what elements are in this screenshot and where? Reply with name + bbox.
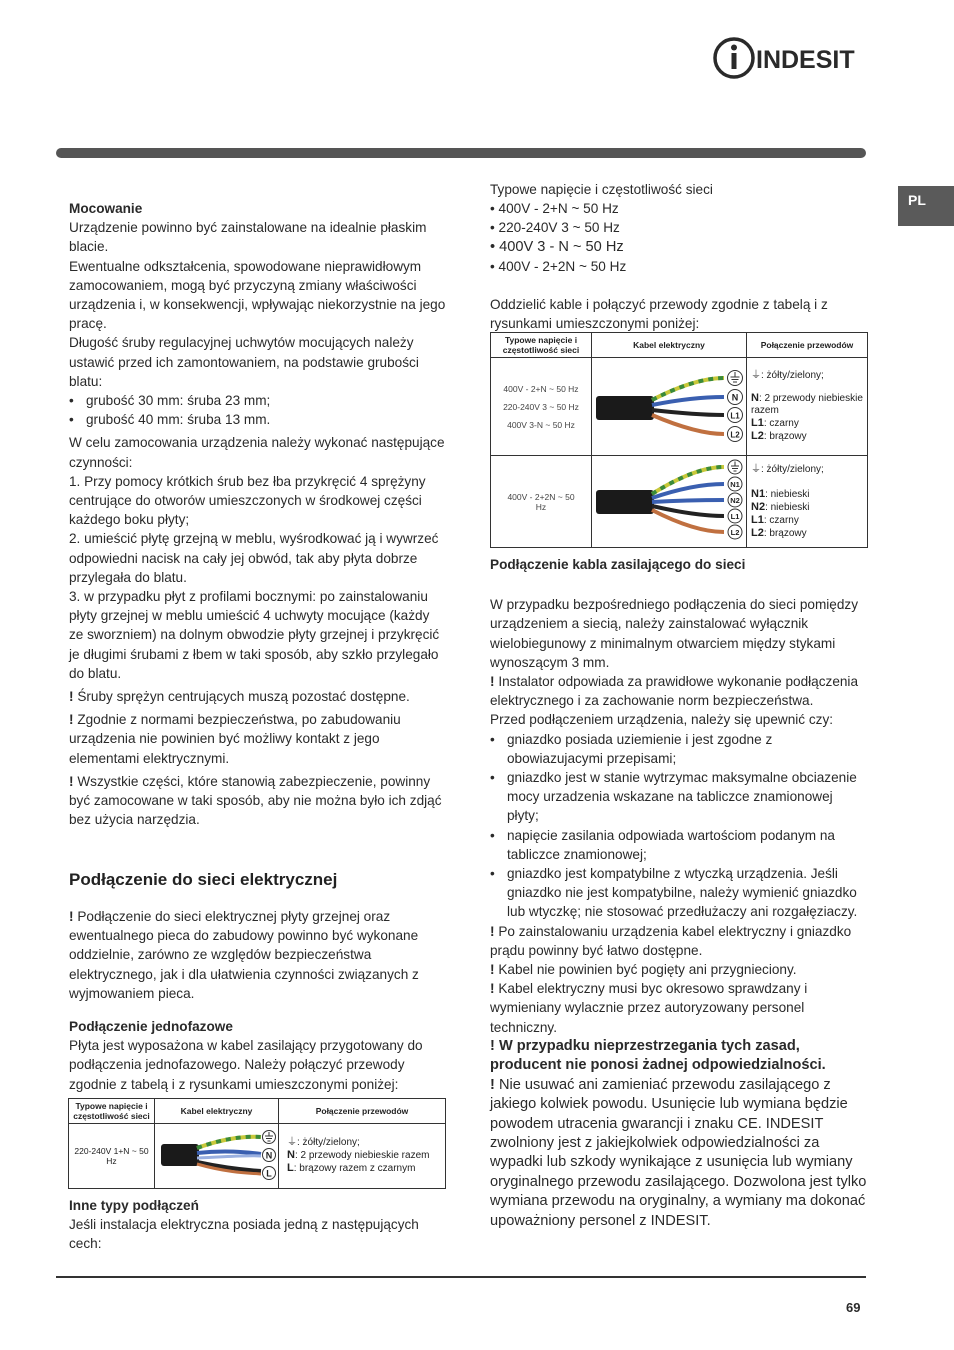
direct-connection-p: W przypadku bezpośredniego podłączenia do sieci pomiędzy urządzeniem a siecią, należy zainstalować wyłącznik wielobiegunowy z minimalnym otwarciem między stykami wynoszącym 3 mm. <box>490 597 859 670</box>
svg-text:L: L <box>266 1168 272 1179</box>
steps-intro: W celu zamocowania urządzenia należy wykonać następujące czynności: <box>69 435 445 470</box>
single-phase-wiring-table <box>68 1098 446 1189</box>
warning-7: ! Kabel nie powinien być pogięty ani przygnieciony. <box>490 962 797 978</box>
voltage-value: 400V 3-N ~ 50 Hz <box>507 419 575 430</box>
svg-text:L2: L2 <box>730 430 740 440</box>
connection-cell <box>279 1124 446 1189</box>
before-p: Przed podłączeniem urządzenia, należy się upewnić czy: <box>490 712 834 728</box>
svg-text:N: N <box>265 1150 273 1161</box>
cable-diagram-four-wire <box>592 456 747 545</box>
inne-section <box>69 1196 447 1254</box>
jednofazowe-title: Podłączenie jednofazowe <box>69 1019 233 1035</box>
n-line: N: 2 przewody niebieskie razem <box>751 392 863 416</box>
voltage-cell <box>491 358 592 456</box>
step-3: 3. w przypadku płyt z profilami bocznymi: po zainstalowaniu płyty grzejnej w meblu umieścić 4 uchwyty mocujące (każdy ze sworzniem) na dolnym obwodzie płyty grzejnej i przykręcić je długimi śrubami z łbem w taki sposób, aby szkło przylegało do blatu. <box>69 589 440 681</box>
list-item: • gniazdko jest kompatybilne z wtyczką urządzenia. Jeśli gniazdko nie jest kompatybilne, należy wymienić gniazdko lub wtyczkę; nie stosować przedłużaczy ani rozgałęziaczy. <box>490 864 868 922</box>
warning-4: ! Podłączenie do sieci elektrycznej płyty grzejnej oraz ewentualnego pieca do zabudowy powinno być wykonane oddzielnie, zarówno ze względów bezpieczeństwa elektrycznego, jak i dla ułatwienia czynności związanych z wyjmowaniem pieca. <box>69 909 419 1001</box>
table-header: Kabel elektryczny <box>592 333 747 358</box>
svg-text:L1: L1 <box>730 512 740 521</box>
mocowanie-title: Mocowanie <box>69 201 143 216</box>
earth-line: ⏚: żółty/zielony; <box>287 1137 360 1148</box>
voltage-cell <box>69 1124 155 1189</box>
left-column <box>69 199 447 830</box>
n1-line: N1: niebieski <box>751 487 810 500</box>
cable-cell <box>155 1124 279 1189</box>
section-title: Podłączenie do sieci elektrycznej <box>69 870 338 889</box>
earth-line: ⏚: żółty/zielony; <box>751 370 824 381</box>
list-item: • 400V 3 - N ~ 50 Hz <box>490 238 624 255</box>
step-2: 2. umieścić płytę grzejną w meblu, wyśrodkować ją i wywrzeć odpowiedni nacisk na cały jej obwód, tak aby płyta dobrze przylegała do blatu. <box>69 531 439 585</box>
page-number: 69 <box>846 1300 861 1315</box>
header-bar <box>56 148 866 158</box>
language-tab: PL <box>898 186 954 226</box>
inne-title: Inne typy podłączeń <box>69 1198 199 1213</box>
table-header: Kabel elektryczny <box>155 1099 279 1124</box>
mocowanie-p2: Ewentualne odkształcenia, spowodowane nieprawidłowym zamocowaniem, mogą być przyczyną zmiany właściwości urządzenia i, w konsekwencji, wpływając niekorzystnie na jego pracę. <box>69 258 446 332</box>
table-caption: Podłączenie kabla zasilającego do sieci <box>490 557 746 572</box>
jednofazowe-p: Płyta jest wyposażona w kabel zasilający przygotowany do podłączenia jednofazowego. Należy połączyć przewody zgodnie z tabelą i z rysunkami umieszczonymi poniżej: <box>69 1038 423 1092</box>
voltages-title: Typowe napięcie i częstotliwość sieci <box>490 182 713 197</box>
separate-p: Oddzielić kable i połączyć przewody zgodnie z tabelą i z rysunkami umieszczonymi poniżej: <box>490 297 828 332</box>
thickness-list <box>69 391 447 429</box>
list-item: • gniazdko posiada uziemienie i jest zgodne z obowiazujacymi przepisami; <box>490 730 868 768</box>
warning-10: ! Nie usuwać ani zamieniać przewodu zasilającego z jakiego kolwiek powodu. Usunięcie lub wymiana będzie powodem utracenia gwarancji i znaku CE. INDESIT zwolniony jest z jakiejkolwiek odpowiedzialności za wypadki lub szkody wynikające z usunięcia lub wymiany oryginalnego przewodu zasilającego. Dozwolona jest tylko wymiana przewodu na oryginalny, a wymiany ma dokonać upoważniony personel z INDESIT. <box>490 1076 867 1229</box>
step-1: 1. Przy pomocy krótkich śrub bez łba przykręcić 4 sprężyny centrujące do otworów umieszczonych w środkowej części każdego boku płyty; <box>69 473 426 528</box>
warning-1: ! Śruby sprężyn centrujących muszą pozostać dostępne. <box>69 689 410 705</box>
earth-icon: ⏚ <box>751 463 761 475</box>
l1-line: L1: czarny <box>751 417 799 429</box>
multi-phase-wiring-table <box>490 332 868 548</box>
brand-name: INDESIT <box>756 46 855 74</box>
right-column-top <box>490 180 868 334</box>
warning-8: ! Kabel elektryczny musi byc okresowo sprawdzany i wymieniany wylacznie przez autoryzowany personel techniczny. <box>490 981 808 1035</box>
n-line: N: 2 przewody niebieskie razem <box>287 1149 430 1161</box>
svg-text:N: N <box>731 392 739 403</box>
checks-list <box>490 730 868 922</box>
connection-cell <box>747 456 868 548</box>
list-item: • 220-240V 3 ~ 50 Hz <box>490 220 620 236</box>
footer-line <box>56 1276 866 1278</box>
list-item: • napięcie zasilania odpowiada wartościom podanym na tabliczce znamionowej; <box>490 826 868 864</box>
voltage-cell <box>491 456 592 548</box>
earth-icon: ⏚ <box>751 370 761 381</box>
voltage-value: 400V - 2+N ~ 50 Hz <box>503 383 579 394</box>
voltage-value: 220-240V 3 ~ 50 Hz <box>503 401 579 412</box>
l2-line: L2: brązowy <box>751 430 807 442</box>
right-column-lower <box>490 555 868 1231</box>
svg-text:N1: N1 <box>730 480 740 489</box>
cable-cell <box>592 456 747 548</box>
cable-cell <box>592 358 747 456</box>
list-item: • 400V - 2+2N ~ 50 Hz <box>490 259 627 275</box>
svg-text:L2: L2 <box>730 528 740 537</box>
cable-diagram-single-phase <box>155 1124 279 1186</box>
l-line: L: brązowy razem z czarnym <box>287 1162 416 1174</box>
list-item: • grubość 30 mm: śruba 23 mm; <box>69 391 447 410</box>
l1-line: L1: czarny <box>751 513 799 526</box>
table-header: Typowe napięcie i częstotliwość sieci <box>69 1099 155 1124</box>
table-header: Połączenie przewodów <box>279 1099 446 1124</box>
list-item: • grubość 40 mm: śruba 13 mm. <box>69 410 447 429</box>
svg-text:L1: L1 <box>730 411 740 421</box>
indesit-logo <box>712 36 872 80</box>
earth-line: ⏚: żółty/zielony; <box>751 463 824 475</box>
mocowanie-p3: Długość śruby regulacyjnej uchwytów mocujących należy ustawić przed ich zamontowaniem, na podstawie grubości blatu: <box>69 335 419 389</box>
warning-3: ! Wszystkie części, które stanowią zabezpieczenie, powinny być zamocowane w taki sposób, aby nie można było ich zdjąć bez użycia narzędzia. <box>69 773 442 828</box>
table-header: Połączenie przewodów <box>747 333 868 358</box>
voltage-value: 220-240V 1+N ~ 50 Hz <box>74 1146 149 1166</box>
mocowanie-p1: Urządzenie powinno być zainstalowane na idealnie płaskim blacie. <box>69 220 427 255</box>
n2-line: N2: niebieski <box>751 500 810 513</box>
svg-text:N2: N2 <box>730 496 740 505</box>
left-column-lower <box>69 907 447 1094</box>
l2-line: L2: brązowy <box>751 526 807 539</box>
cable-diagram-three-wire <box>592 358 747 453</box>
list-item: • gniazdko jest w stanie wytrzymac maksymalne obciazenie mocy urzadzenia wskazane na tabliczce znamionowej płyty; <box>490 768 868 826</box>
connection-cell <box>747 358 868 456</box>
list-item: • 400V - 2+N ~ 50 Hz <box>490 201 619 217</box>
voltage-value: 400V - 2+2N ~ 50 Hz <box>507 491 575 512</box>
inne-p: Jeśli instalacja elektryczna posiada jedną z następujących cech: <box>69 1217 419 1252</box>
warning-9: ! W przypadku nieprzestrzegania tych zasad, producent nie ponosi żadnej odpowiedzialności. <box>490 1037 826 1074</box>
warning-2: ! Zgodnie z normami bezpieczeństwa, po zabudowaniu urządzenia nie powinien być możliwy kontakt z jego elementami elektrycznymi. <box>69 712 401 766</box>
warning-5: ! Instalator odpowiada za prawidłowe wykonanie podłączenia elektrycznego i za zachowanie norm bezpieczeństwa. <box>490 674 859 709</box>
table-header: Typowe napięcie i częstotliwość sieci <box>491 333 592 358</box>
earth-icon: ⏚ <box>287 1137 297 1148</box>
warning-6: ! Po zainstalowaniu urządzenia kabel elektryczny i gniazdko prądu powinny być łatwo dostępne. <box>490 923 852 958</box>
voltages-list <box>490 199 868 276</box>
